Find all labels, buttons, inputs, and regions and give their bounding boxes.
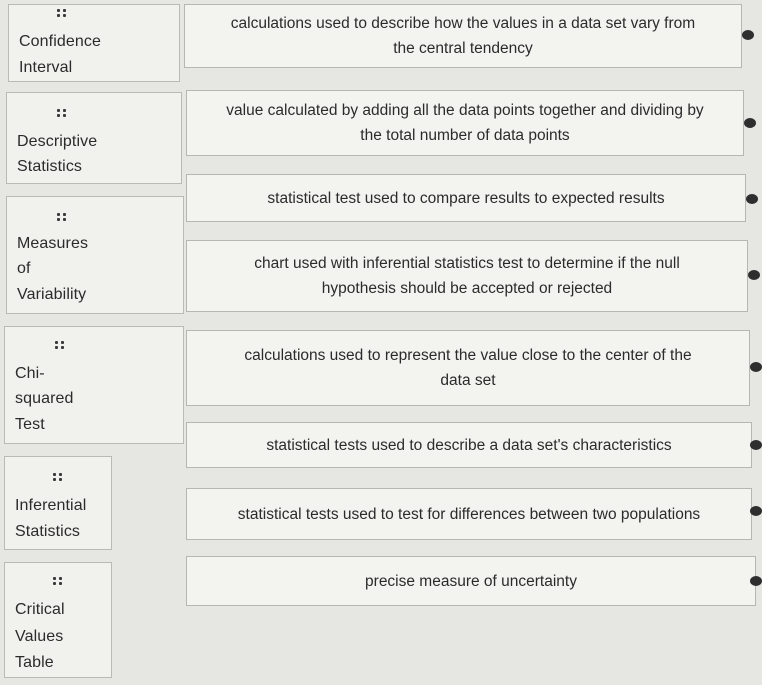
connector-dot-icon[interactable] [746,194,758,204]
connector-dot-icon[interactable] [750,362,762,372]
definition-text: statistical tests used to describe a data set's characteristics [266,436,672,454]
term-card-inferential-statistics[interactable] [4,456,112,550]
connector-dot-icon[interactable] [748,270,760,280]
drag-handle-icon[interactable] [57,213,67,221]
drag-handle-icon[interactable] [55,341,65,349]
definition-text: calculations used to represent the value close to the center of the data set [244,347,692,389]
term-label-line: Inferential [15,497,87,514]
term-label-line: squared [15,390,74,407]
drag-handle-icon[interactable] [57,109,67,117]
drag-handle-icon[interactable] [53,473,63,481]
term-label-line: Critical [15,601,65,618]
term-label-line: Confidence [19,33,101,50]
term-card-descriptive-statistics[interactable] [6,92,182,184]
connector-dot-icon[interactable] [750,576,762,586]
term-label-line: Statistics [17,158,83,175]
term-label-line: Table [15,654,54,671]
definition-text: statistical test used to compare results to expected results [267,189,665,207]
definition-box-8[interactable] [186,556,756,606]
term-label-line: Values [15,628,64,645]
connector-dot-icon[interactable] [750,440,762,450]
drag-handle-icon[interactable] [57,9,67,17]
definition-box-5[interactable] [186,330,750,406]
definition-text: chart used with inferential statistics test to determine if the null hypothesis should be accepted or rejected [254,255,680,297]
definition-box-2[interactable] [186,90,744,156]
term-label-line: of [17,260,31,277]
term-label-line: Descriptive [17,133,98,150]
connector-dot-icon[interactable] [750,506,762,516]
term-card-critical-values-table[interactable] [4,562,112,678]
term-card-chi-squared-test[interactable] [4,326,184,444]
term-card-confidence-interval[interactable] [8,4,180,82]
definition-text: statistical tests used to test for differences between two populations [237,505,701,523]
term-label-line: Statistics [15,523,81,540]
definition-text: precise measure of uncertainty [365,572,577,590]
term-label-line: Test [15,416,45,433]
term-card-measures-of-variability[interactable] [6,196,184,314]
term-label-line: Measures [17,235,89,252]
term-label-line: Variability [17,286,87,303]
term-label-line: Chi- [15,365,45,382]
definition-box-4[interactable] [186,240,748,312]
connector-dot-icon[interactable] [744,118,756,128]
definition-box-1[interactable] [184,4,742,68]
connector-dot-icon[interactable] [742,30,754,40]
definition-box-3[interactable] [186,174,746,222]
drag-handle-icon[interactable] [53,577,63,585]
term-label-line: Interval [19,59,73,76]
definition-text: value calculated by adding all the data points together and dividing by the total number of data points [226,102,704,144]
definition-box-6[interactable] [186,422,752,468]
definition-box-7[interactable] [186,488,752,540]
definition-text: calculations used to describe how the values in a data set vary from the central tendency [230,15,696,57]
